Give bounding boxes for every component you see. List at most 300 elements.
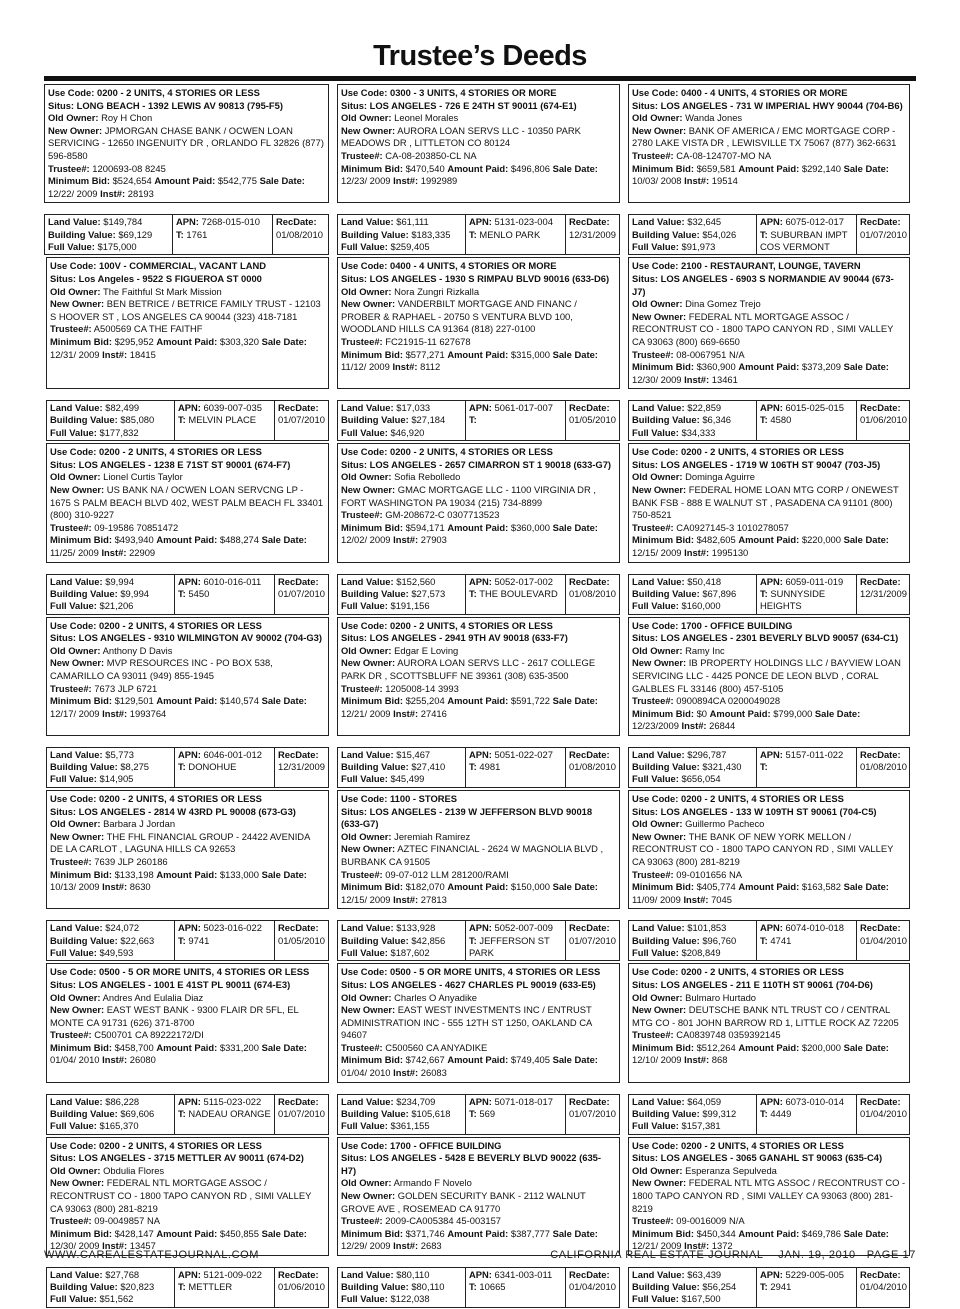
deed-details (46, 790, 329, 909)
new-owner-label: New Owner: (632, 1004, 687, 1016)
bid-line (50, 336, 325, 361)
value-box (628, 400, 910, 441)
tract-label: T: (760, 1107, 768, 1119)
inst-number: 27416 (420, 707, 447, 719)
building-value-label: Building Value: (50, 761, 118, 773)
value-box (44, 214, 329, 255)
values-column (629, 215, 757, 254)
amount-paid-label: Amount Paid: (447, 881, 509, 893)
new-owner-label: New Owner: (341, 843, 396, 855)
trustee-number-label: Trustee#: (341, 335, 383, 347)
use-code-label: Use Code: (50, 619, 97, 631)
bid-line (341, 522, 616, 547)
apn-line (469, 402, 562, 414)
trustee-number-label: Trustee#: (341, 1215, 383, 1227)
full-value: $177,832 (99, 426, 139, 438)
tract: THE BOULEVARD (479, 587, 558, 599)
situs-label: Situs: (341, 1152, 368, 1164)
apn: 7268-015-010 (201, 216, 260, 228)
full-value: $91,973 (681, 240, 716, 252)
tract-label: T: (178, 761, 186, 773)
land-value: $15,467 (396, 748, 431, 760)
new-owner-label: New Owner: (341, 298, 396, 310)
apn-line (760, 1096, 853, 1108)
new-owner-label: New Owner: (50, 484, 105, 496)
value-box (628, 1267, 910, 1308)
use-code-label: Use Code: (50, 1139, 97, 1151)
land-value-line (341, 922, 462, 934)
new-owner-line (50, 657, 325, 682)
situs-line (341, 806, 616, 831)
value-box (337, 1267, 620, 1308)
inst-number-label: Inst#: (102, 881, 128, 893)
record-gap (628, 909, 910, 920)
tract: 4741 (770, 934, 792, 946)
use-code: 0200 - 2 UNITS, 4 STORIES OR LESS (680, 966, 844, 978)
value-box (46, 1267, 329, 1308)
new-owner-label: New Owner: (341, 1004, 396, 1016)
situs-line (50, 979, 325, 992)
sale-date-label: Sale Date: (261, 695, 307, 707)
apn-label: APN: (760, 216, 783, 228)
amount-paid: $331,200 (219, 1041, 259, 1053)
situs: LOS ANGELES - 731 W IMPERIAL HWY 90044 (704-B6) (660, 99, 903, 111)
building-value: $85,080 (120, 414, 155, 426)
minimum-bid-label: Minimum Bid: (632, 881, 694, 893)
deed-record (44, 963, 335, 1136)
apn: 6073-010-014 (785, 1095, 844, 1107)
rec-date-label: RecDate: (860, 1095, 901, 1107)
full-value-label: Full Value: (50, 426, 97, 438)
use-code-label: Use Code: (50, 792, 97, 804)
amount-paid-label: Amount Paid: (156, 695, 218, 707)
trustee-number: 09-07-012 LLM 281200/RAMI (385, 868, 509, 880)
sale-date-label: Sale Date: (552, 162, 598, 174)
building-value: $42,856 (411, 934, 446, 946)
apn-column (175, 921, 275, 960)
new-owner-line (632, 484, 906, 522)
new-owner-label: New Owner: (50, 830, 105, 842)
building-value-line (50, 761, 171, 773)
land-value-label: Land Value: (632, 216, 685, 228)
full-value: $175,000 (97, 240, 137, 252)
use-code: 0500 - 5 OR MORE UNITS, 4 STORIES OR LESS (98, 966, 310, 978)
minimum-bid-label: Minimum Bid: (50, 695, 112, 707)
deed-details (46, 963, 329, 1082)
old-owner-line (341, 831, 616, 844)
old-owner-line (632, 992, 906, 1005)
new-owner-label: New Owner: (632, 1177, 687, 1189)
building-value-line (632, 1281, 753, 1293)
new-owner: THE BANK OF NEW YORK MELLON / RECONTRUST CO - 1800 TAPO CANYON RD , SIMI VALLEY CA 93063 (800) 281-8219 (632, 830, 894, 867)
old-owner: Jeremiah Ramirez (394, 830, 471, 842)
use-code-label: Use Code: (341, 619, 388, 631)
bid-line (341, 163, 616, 188)
deed-record (335, 790, 626, 963)
values-column (629, 1095, 757, 1134)
new-owner-line (632, 657, 906, 695)
trustee-number-label: Trustee#: (341, 682, 383, 694)
apn: 5157-011-022 (785, 748, 844, 760)
land-value-line (50, 402, 171, 414)
full-value-label: Full Value: (48, 240, 95, 252)
old-owner: Lionel Curtis Taylor (103, 471, 183, 483)
rec-date-column (857, 748, 909, 787)
rec-date-label: RecDate: (278, 748, 319, 760)
rec-date: 01/07/2010 (278, 587, 325, 599)
apn: 5071-018-017 (494, 1095, 553, 1107)
use-code-line (632, 620, 906, 633)
old-owner-line (48, 112, 325, 125)
situs-label: Situs: (632, 632, 659, 644)
rec-date-label: RecDate: (860, 402, 901, 414)
apn-line (178, 922, 271, 934)
tract: 5450 (188, 587, 210, 599)
minimum-bid-label: Minimum Bid: (341, 1227, 403, 1239)
old-owner-line (341, 645, 616, 658)
situs-label: Situs: (632, 458, 659, 470)
land-value-line (632, 1269, 753, 1281)
record-gap (46, 563, 329, 574)
amount-paid-label: Amount Paid: (156, 335, 218, 347)
apn-column (466, 1095, 566, 1134)
trustee-number-label: Trustee#: (48, 162, 90, 174)
apn-line (469, 749, 562, 761)
use-code: 0200 - 2 UNITS, 4 STORIES OR LESS (389, 619, 553, 631)
inst-number-label: Inst#: (393, 1067, 419, 1079)
apn-column (757, 921, 857, 960)
tract-line (176, 229, 269, 241)
trustee-line (50, 522, 325, 535)
amount-paid-label: Amount Paid: (447, 348, 509, 360)
record-gap (628, 1083, 910, 1094)
new-owner-label: New Owner: (341, 657, 396, 669)
sale-date: 12/29/ 2009 (341, 1240, 391, 1252)
situs-label: Situs: (341, 458, 368, 470)
full-value: $14,905 (99, 773, 134, 785)
apn: 6010-016-011 (203, 575, 262, 587)
inst-number-label: Inst#: (684, 1240, 710, 1252)
full-value-line (341, 427, 462, 439)
situs: LOS ANGELES - 1001 E 41ST PL 90011 (674-E3) (78, 978, 291, 990)
apn-label: APN: (760, 575, 783, 587)
apn-column (466, 215, 566, 254)
old-owner: Dominga Aguirre (685, 471, 755, 483)
inst-number: 28193 (127, 187, 154, 199)
record-gap (628, 736, 910, 747)
building-value-line (632, 761, 753, 773)
trustee-line (632, 695, 906, 708)
new-owner: BEN BETRICE / BETRICE FAMILY TRUST - 12103 S HOOVER ST , LOS ANGELES CA 90044 (323) 418-7181 (50, 298, 321, 322)
new-owner-label: New Owner: (50, 298, 105, 310)
bid-line (632, 534, 906, 559)
value-box (337, 400, 620, 441)
land-value-line (341, 576, 462, 588)
minimum-bid-label: Minimum Bid: (341, 1054, 403, 1066)
tract-label: T: (469, 1281, 477, 1293)
values-column (338, 401, 466, 440)
sale-date-label: Sale Date: (261, 534, 307, 546)
rec-date-label: RecDate: (860, 922, 901, 934)
trustee-number: 7673 JLP 6721 (94, 682, 158, 694)
new-owner-label: New Owner: (50, 1004, 105, 1016)
minimum-bid-label: Minimum Bid: (341, 162, 403, 174)
tract-label: T: (176, 228, 184, 240)
rec-date-column (566, 748, 619, 787)
building-value: $27,573 (411, 587, 446, 599)
trustee-line (50, 323, 325, 336)
sale-date: 11/09/ 2009 (632, 893, 681, 905)
rec-date-column (857, 1095, 909, 1134)
situs: LOS ANGELES - 2657 CIMARRON ST 1 90018 (633-G7) (369, 458, 612, 470)
tract-label: T: (760, 1281, 768, 1293)
full-value-line (341, 773, 462, 785)
apn: 5229-005-005 (785, 1269, 844, 1280)
use-code-label: Use Code: (341, 966, 388, 978)
sale-date: 12/30/ 2009 (632, 373, 682, 385)
use-code-label: Use Code: (341, 260, 388, 272)
deed-details (628, 443, 910, 562)
building-value: $69,606 (120, 1107, 155, 1119)
situs-label: Situs: (50, 978, 77, 990)
building-value-line (341, 1281, 462, 1293)
values-column (338, 921, 466, 960)
land-value-line (632, 216, 753, 228)
full-value-label: Full Value: (632, 600, 679, 612)
values-column (629, 575, 757, 614)
use-code: 0200 - 2 UNITS, 4 STORIES OR LESS (680, 446, 844, 458)
full-value-line (50, 600, 171, 612)
inst-number: 26080 (129, 1054, 156, 1066)
full-value: $160,000 (681, 600, 721, 612)
rec-date-label: RecDate: (276, 216, 317, 228)
sale-date: 12/17/ 2009 (50, 707, 100, 719)
trustee-number: 09-0049857 NA (94, 1215, 160, 1227)
apn-column (757, 401, 857, 440)
land-value: $17,033 (396, 402, 431, 414)
tract-line (760, 761, 853, 773)
rec-date-label: RecDate: (860, 748, 901, 760)
amount-paid: $200,000 (801, 1041, 841, 1053)
apn-label: APN: (760, 748, 783, 760)
sale-date-label: Sale Date: (261, 868, 307, 880)
land-value-label: Land Value: (632, 1269, 685, 1280)
rec-date: 01/04/2010 (860, 1107, 907, 1119)
land-value: $63,439 (687, 1269, 722, 1280)
record-gap (628, 203, 910, 214)
old-owner: Leonel Morales (394, 112, 459, 124)
new-owner: GMAC MORTGAGE LLC - 1100 VIRGINIA DR , FORT WASHINGTON PA 19034 (215) 734-8899 (341, 484, 596, 508)
building-value-label: Building Value: (632, 1107, 700, 1119)
tract-label: T: (178, 414, 186, 426)
amount-paid: $303,320 (219, 335, 259, 347)
land-value: $64,059 (687, 1095, 722, 1107)
building-value: $20,823 (120, 1281, 155, 1293)
rec-date: 01/07/2010 (860, 228, 907, 240)
sale-date-label: Sale Date: (552, 695, 598, 707)
use-code-line (632, 793, 906, 806)
apn-line (469, 1269, 562, 1281)
old-owner: Bulmaro Hurtado (685, 991, 757, 1003)
trustee-line (341, 336, 616, 349)
land-value-label: Land Value: (341, 575, 394, 587)
trustee-number: 09-0016009 N/A (676, 1215, 745, 1227)
apn: 5115-023-022 (203, 1095, 262, 1107)
record-gap (46, 909, 329, 920)
full-value-label: Full Value: (341, 426, 388, 438)
full-value-label: Full Value: (50, 773, 97, 785)
land-value-label: Land Value: (50, 575, 103, 587)
full-value-line (341, 947, 462, 959)
sale-date: 12/21/ 2009 (341, 707, 391, 719)
amount-paid: $292,140 (801, 162, 841, 174)
tract-line (469, 761, 562, 773)
use-code-label: Use Code: (632, 260, 679, 272)
new-owner-line (632, 311, 906, 349)
building-value-line (341, 229, 462, 241)
deed-details (628, 617, 910, 736)
full-value: $157,381 (681, 1120, 721, 1132)
deed-record (626, 963, 916, 1136)
minimum-bid-label: Minimum Bid: (341, 695, 403, 707)
bid-line (50, 1042, 325, 1067)
deed-details (337, 443, 620, 562)
tract-line (469, 935, 562, 959)
apn-column (466, 748, 566, 787)
apn: 6341-003-011 (494, 1269, 553, 1280)
building-value-label: Building Value: (341, 414, 409, 426)
new-owner: FEDERAL HOME LOAN MTG CORP / ONEWEST BANK FSB - 888 E WALNUT ST , PASADENA CA 91101 (800) 750-8521 (632, 484, 899, 521)
minimum-bid: $482,605 (696, 534, 736, 546)
deed-record (626, 1137, 916, 1309)
amount-paid: $496,806 (510, 162, 550, 174)
value-box (337, 1094, 620, 1135)
full-value: $656,054 (681, 773, 721, 785)
minimum-bid-label: Minimum Bid: (632, 707, 694, 719)
tract: 569 (479, 1107, 496, 1119)
deed-record (44, 617, 335, 790)
amount-paid-label: Amount Paid: (738, 1227, 800, 1239)
deed-record (626, 443, 916, 616)
rec-date-column (275, 748, 328, 787)
rec-date-label: RecDate: (569, 216, 610, 228)
apn-label: APN: (178, 748, 201, 760)
bid-line (632, 1042, 906, 1067)
amount-paid-label: Amount Paid: (738, 162, 800, 174)
new-owner: BANK OF AMERICA / EMC MORTGAGE CORP - 2780 LAKE VISTA DR , LEWISVILLE TX 75067 (877) 362-6631 (632, 124, 897, 149)
situs: LOS ANGELES - 2139 W JEFFERSON BLVD 90018 (633-G7) (341, 805, 593, 830)
rec-date: 01/06/2010 (278, 1281, 325, 1293)
amount-paid: $163,582 (801, 881, 841, 893)
use-code-line (48, 87, 325, 100)
full-value: $45,499 (390, 773, 425, 785)
minimum-bid: $659,581 (696, 162, 736, 174)
full-value-line (50, 947, 171, 959)
old-owner: Andres And Eulalia Diaz (102, 991, 204, 1003)
full-value-line (50, 773, 171, 785)
new-owner-label: New Owner: (50, 657, 105, 669)
rec-date-label: RecDate: (278, 402, 319, 414)
full-value-label: Full Value: (632, 773, 679, 785)
old-owner: Esperanza Sepulveda (685, 1164, 777, 1176)
use-code: 1100 - STORES (389, 792, 458, 804)
trustee-line (50, 1215, 325, 1228)
situs: LOS ANGELES - 2941 9TH AV 90018 (633-F7) (369, 632, 568, 644)
apn-column (466, 401, 566, 440)
amount-paid-label: Amount Paid: (156, 534, 218, 546)
trustee-line (50, 1029, 325, 1042)
old-owner: Ramy Inc (685, 644, 725, 656)
amount-paid-label: Amount Paid: (156, 868, 218, 880)
rec-date-column (857, 401, 909, 440)
tract-label: T: (178, 587, 186, 599)
sale-date-label: Sale Date: (259, 175, 305, 187)
record-gap (46, 1083, 329, 1094)
rec-date: 01/07/2010 (569, 934, 616, 946)
land-value: $152,560 (396, 575, 436, 587)
minimum-bid-label: Minimum Bid: (632, 361, 694, 373)
building-value-label: Building Value: (50, 1107, 118, 1119)
minimum-bid-label: Minimum Bid: (632, 162, 694, 174)
values-column (629, 748, 757, 787)
apn-line (178, 749, 271, 761)
building-value-label: Building Value: (50, 414, 118, 426)
use-code-line (50, 1140, 325, 1153)
value-box (337, 574, 620, 615)
apn: 6059-011-019 (785, 575, 844, 587)
new-owner: FEDERAL NTL MTG ASSOC / RECONTRUST CO - 1800 TAPO CANYON RD , SIMI VALLEY CA 93063 (800) 281-8219 (632, 1177, 906, 1214)
tract-label: T: (760, 587, 768, 599)
values-column (47, 748, 175, 787)
trustee-number: CA0839748 0359392145 (676, 1029, 781, 1041)
sale-date-label: Sale Date: (552, 1054, 598, 1066)
minimum-bid-label: Minimum Bid: (632, 1041, 694, 1053)
trustee-number-label: Trustee#: (341, 1041, 383, 1053)
situs-line (48, 100, 325, 113)
deed-details (628, 84, 910, 203)
sale-date-label: Sale Date: (552, 348, 598, 360)
apn-column (175, 1095, 275, 1134)
building-value-label: Building Value: (48, 228, 116, 240)
full-value: $259,405 (390, 240, 430, 252)
building-value-line (632, 1108, 753, 1120)
rec-date: 12/31/2009 (278, 761, 325, 773)
sale-date-label: Sale Date: (843, 1041, 889, 1053)
values-column (47, 1095, 175, 1134)
old-owner-label: Old Owner: (48, 112, 99, 124)
trustee-number: CA-08-203850-CL NA (385, 149, 477, 161)
use-code: 0400 - 4 UNITS, 4 STORIES OR MORE (389, 260, 557, 272)
trustee-line (632, 349, 906, 362)
situs-line (50, 1152, 325, 1165)
situs: LOS ANGELES - 2814 W 43RD PL 90008 (673-G3) (78, 805, 296, 817)
building-value-line (50, 1108, 171, 1120)
new-owner: AURORA LOAN SERVS LLC - 10350 PARK MEADOWS DR , LITTLETON CO 80124 (341, 124, 581, 149)
new-owner-label: New Owner: (341, 124, 396, 136)
building-value: $105,618 (411, 1107, 451, 1119)
land-value-label: Land Value: (48, 216, 101, 228)
minimum-bid: $493,940 (114, 534, 154, 546)
inst-number: 1993764 (129, 707, 167, 719)
tract: 2941 (770, 1281, 792, 1293)
situs: Los Angeles - 9522 S FIGUEROA ST 0000 (78, 272, 262, 284)
values-column (338, 215, 466, 254)
apn: 5131-023-004 (494, 216, 553, 228)
footer-url[interactable]: WWW.CAREALESTATEJOURNAL.COM (44, 1249, 260, 1261)
use-code-line (341, 260, 616, 273)
new-owner-label: New Owner: (341, 1190, 396, 1202)
inst-number: 1992989 (420, 175, 458, 187)
